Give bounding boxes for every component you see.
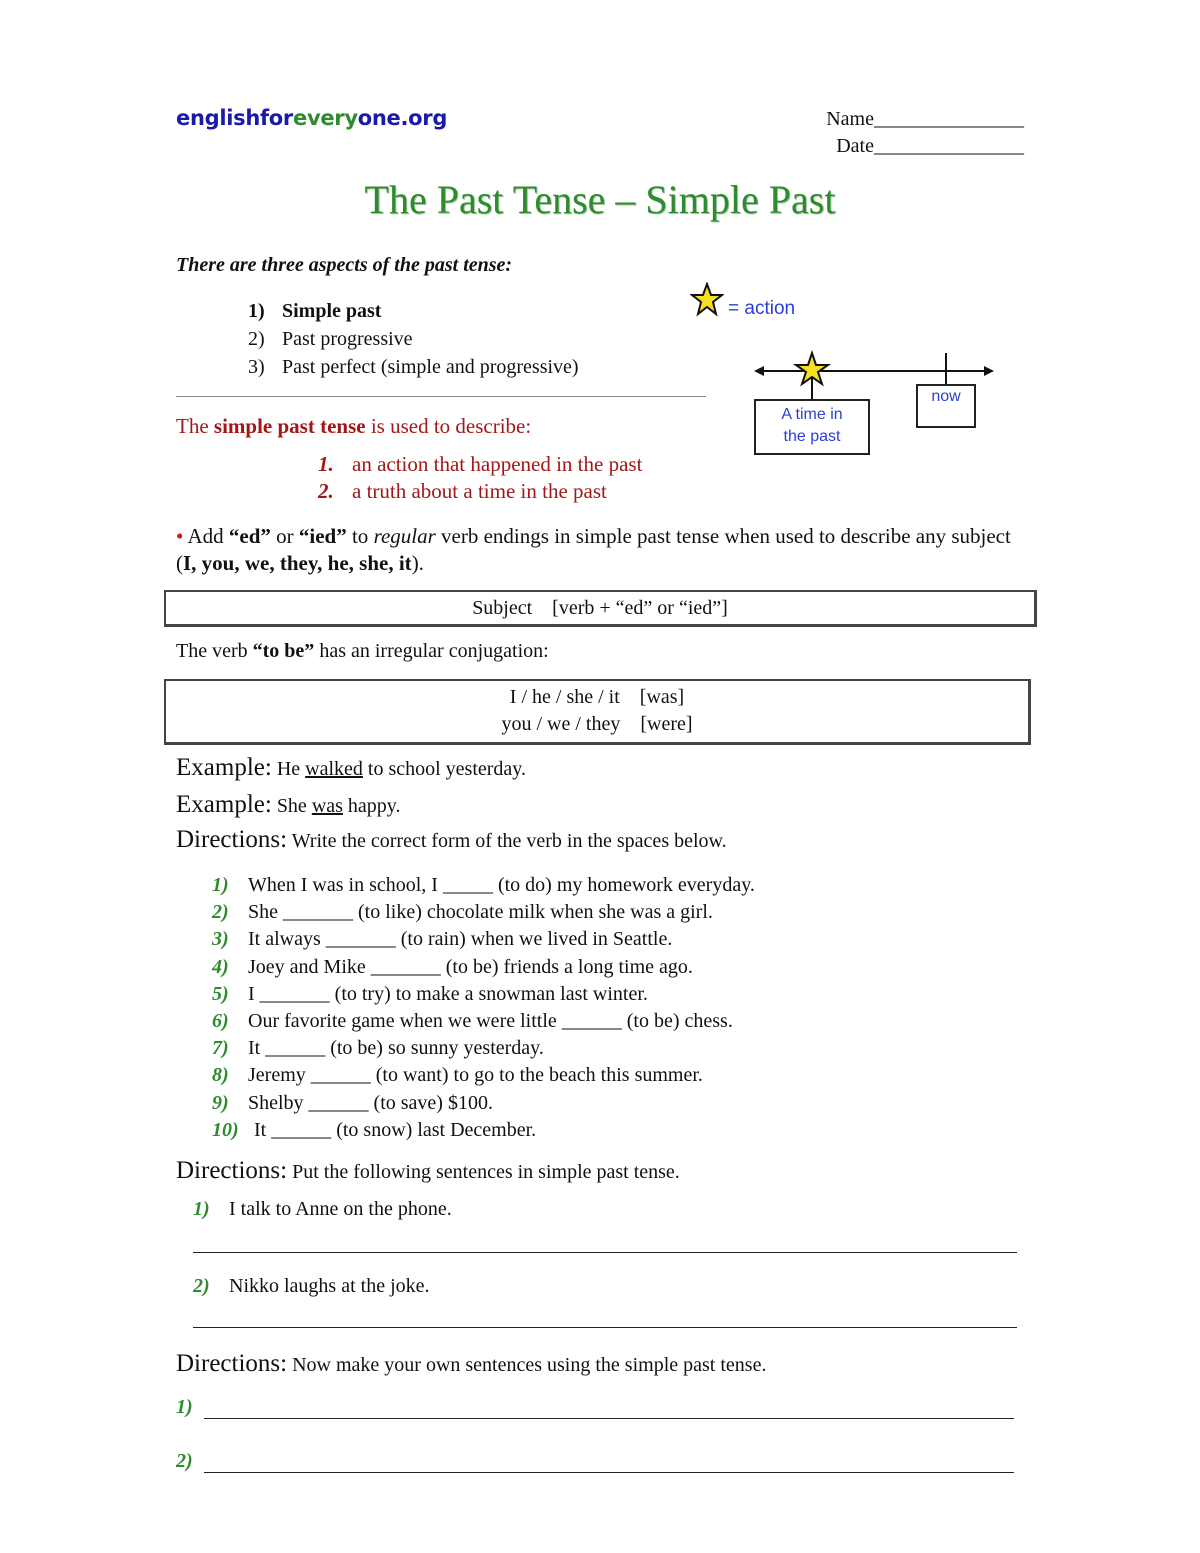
divider [176, 396, 706, 397]
legend-label: = action [728, 298, 796, 319]
directions-1: Directions: Write the correct form of the verb in the spaces below. [176, 826, 727, 853]
list-item: 4) Joey and Mike _______ (to be) friends a long time ago. [212, 955, 693, 978]
list-item: 1) When I was in school, I _____ (to do) my homework everyday. [212, 874, 755, 896]
conjugation-row: I / he / she / it [was] [509, 686, 685, 708]
answer-line[interactable] [193, 1252, 1017, 1253]
aspects-list [248, 297, 579, 381]
usage-list [318, 451, 642, 505]
list-item: 7) It ______ (to be) so sunny yesterday. [212, 1037, 544, 1060]
example-1: Example: He walked to school yesterday. [176, 754, 527, 781]
intro-text: There are three aspects of the past tense: [176, 254, 513, 276]
date-field: Date_______________ [836, 135, 1024, 157]
own-sentence-1: 1) [176, 1396, 193, 1418]
timeline-diagram [750, 345, 1000, 470]
usage-heading: The simple past tense is used to describe: [176, 414, 532, 438]
directions-2: Directions: Put the following sentences in simple past tense. [176, 1157, 680, 1184]
answer-line[interactable] [204, 1418, 1014, 1419]
directions-3: Directions: Now make your own sentences using the simple past tense. [176, 1350, 767, 1377]
answer-line[interactable] [193, 1327, 1017, 1328]
own-sentence-2: 2) [176, 1450, 193, 1472]
exercise-2-item-2: 2) Nikko laughs at the joke. [193, 1275, 430, 1297]
exercise-1-list [212, 872, 755, 1144]
action-legend [690, 282, 796, 323]
list-item: 2) Past progressive [248, 328, 413, 350]
now-box: now [916, 384, 976, 428]
list-item: 1. an action that happened in the past [318, 452, 643, 476]
star-icon [690, 282, 724, 318]
formula-box: Subject [verb + “ed” or “ied”] [164, 590, 1037, 627]
example-2: Example: She was happy. [176, 791, 401, 818]
list-item: 2. a truth about a time in the past [318, 479, 607, 503]
list-item: 5) I _______ (to try) to make a snowman last winter. [212, 982, 648, 1005]
answer-line[interactable] [204, 1472, 1014, 1473]
list-item: 10) It ______ (to snow) last December. [212, 1118, 537, 1141]
name-field: Name_______________ [826, 108, 1024, 130]
page-title: The Past Tense – Simple Past [364, 177, 836, 222]
conjugation-box [164, 679, 1031, 745]
list-item: 8) Jeremy ______ (to want) to go to the beach this summer. [212, 1064, 703, 1087]
list-item: 1) Simple past [248, 300, 382, 322]
site-logo: englishforeveryone.org [176, 106, 448, 130]
list-item: 2) She _______ (to like) chocolate milk when she was a girl. [212, 901, 713, 924]
exercise-2-item-1: 1) I talk to Anne on the phone. [193, 1198, 452, 1220]
list-item: 3) It always _______ (to rain) when we lived in Seattle. [212, 928, 673, 951]
list-item: 3) Past perfect (simple and progressive) [248, 356, 579, 378]
conjugation-row: you / we / they [were] [501, 713, 693, 735]
to-be-intro: The verb “to be” has an irregular conjugation: [176, 640, 549, 662]
list-item: 9) Shelby ______ (to save) $100. [212, 1091, 493, 1114]
list-item: 6) Our favorite game when we were little ______ (to be) chess. [212, 1010, 733, 1033]
past-time-box: A time in the past [754, 399, 870, 455]
rule-text: • Add “ed” or “ied” to regular verb endings in simple past tense when used to describe any subject (I, you, we, they, he, she, it). [176, 524, 1011, 575]
